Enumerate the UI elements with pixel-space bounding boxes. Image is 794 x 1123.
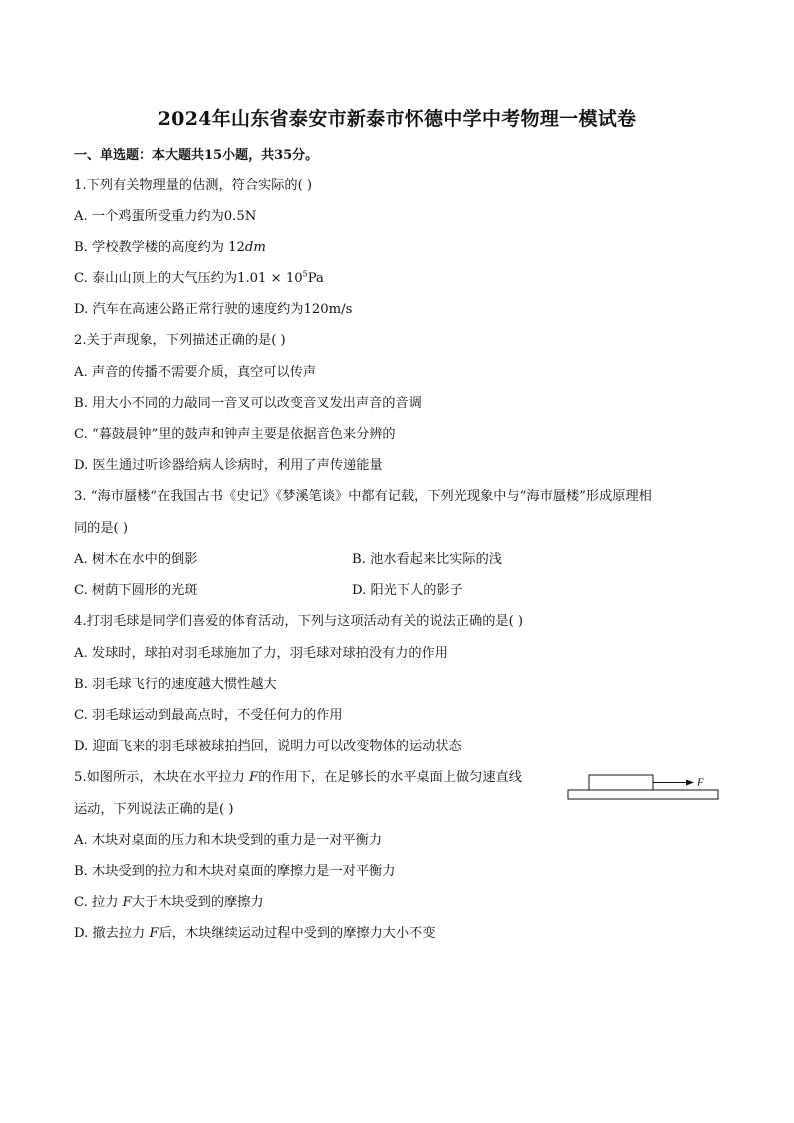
q1-option-b: B. 学校教学楼的高度约为 12dm [74, 240, 266, 255]
force-label: F [697, 776, 704, 789]
wooden-block [589, 775, 653, 790]
block-on-table-diagram [566, 770, 720, 802]
q5-option-c: C. 拉力 F大于木块受到的摩擦力 [74, 895, 264, 910]
q3-option-b: B. 池水看起来比实际的浅 [352, 552, 502, 567]
q5-option-d: D. 撤去拉力 F后，木块继续运动过程中受到的摩擦力大小不变 [74, 926, 436, 941]
q2-option-d: D. 医生通过听诊器给病人诊病时，利用了声传递能量 [74, 458, 383, 473]
q4-option-d: D. 迎面飞来的羽毛球被球拍挡回，说明力可以改变物体的运动状态 [74, 739, 462, 754]
q5-stem-line1: 5.如图所示，木块在水平拉力 F的作用下，在足够长的水平桌面上做匀速直线 [74, 770, 522, 785]
q4-option-a: A. 发球时，球拍对羽毛球施加了力，羽毛球对球拍没有力的作用 [74, 646, 448, 661]
q3-stem-line1: 3. “海市蜃楼“在我国古书《史记》《梦溪笔谈》中都有记载，下列光现象中与“海市蜃楼”形成原理相 [74, 489, 652, 504]
q4-stem: 4.打羽毛球是同学们喜爱的体育活动，下列与这项活动有关的说法正确的是( ) [74, 614, 524, 629]
q2-option-a: A. 声音的传播不需要介质，真空可以传声 [74, 365, 317, 380]
q3-stem-line2: 同的是( ) [74, 521, 129, 536]
q2-option-b: B. 用大小不同的力敲同一音叉可以改变音叉发出声音的音调 [74, 396, 422, 411]
q2-option-c: C. “暮鼓晨钟”里的鼓声和钟声主要是依据音色来分辨的 [74, 427, 396, 442]
q1-option-c: C. 泰山山顶上的大气压约为$1.01 \times 10^5Pa$ [74, 269, 324, 286]
q5-option-a: A. 木块对桌面的压力和木块受到的重力是一对平衡力 [74, 833, 383, 848]
q1-option-d: D. 汽车在高速公路正常行驶的速度约为120m/s [74, 302, 353, 317]
force-arrowhead-icon [686, 780, 694, 786]
q3-option-c: C. 树荫下圆形的光斑 [74, 583, 198, 598]
q5-option-b: B. 木块受到的拉力和木块对桌面的摩擦力是一对平衡力 [74, 864, 396, 879]
q2-stem: 2.关于声现象，下列描述正确的是( ) [74, 333, 286, 348]
q1-option-a: A. 一个鸡蛋所受重力约为0.5N [74, 209, 257, 224]
q4-option-b: B. 羽毛球飞行的速度越大惯性越大 [74, 677, 277, 692]
q3-option-a: A. 树木在水中的倒影 [74, 552, 198, 567]
section-heading: 一、单选题：本大题共15小题，共35分。 [74, 148, 319, 163]
q5-stem-line2: 运动，下列说法正确的是( ) [74, 802, 234, 817]
table-surface [568, 790, 718, 799]
q1-stem: 1.下列有关物理量的估测，符合实际的( ) [74, 178, 313, 193]
q4-option-c: C. 羽毛球运动到最高点时，不受任何力的作用 [74, 708, 343, 723]
q3-option-d: D. 阳光下人的影子 [352, 583, 463, 598]
exam-title: 2024年山东省泰安市新泰市怀德中学中考物理一模试卷 [157, 108, 637, 130]
